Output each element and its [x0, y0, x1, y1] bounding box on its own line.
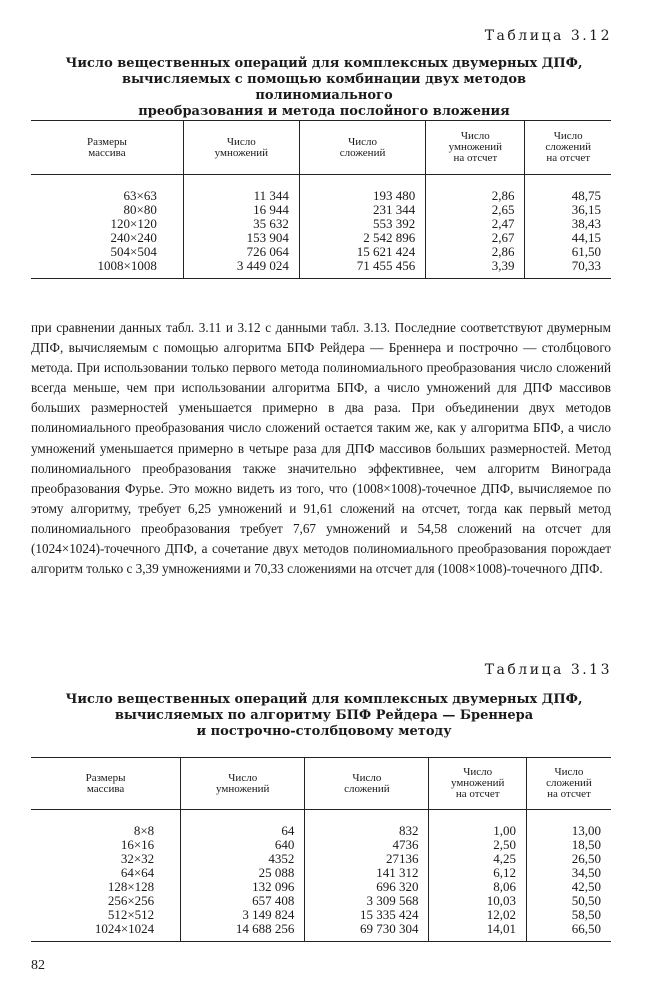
table-3-12	[31, 120, 611, 279]
table-cell: 120×120	[110, 216, 157, 231]
table-row	[31, 810, 611, 839]
column-header-line: Число	[352, 771, 382, 784]
table-cell: 8×8	[133, 823, 155, 838]
table-cell: 13,00	[526, 810, 611, 839]
column-header-line: умножений	[216, 782, 270, 795]
column-header-line: Размеры	[86, 135, 127, 148]
table-cell: 640	[181, 838, 305, 852]
table-cell: 64	[181, 810, 305, 839]
caption-line: и построчно-столбцовому методу	[196, 724, 452, 739]
table-cell: 69 730 304	[305, 922, 429, 942]
column-header-line: сложений	[339, 146, 386, 159]
table-cell: 726 064	[183, 245, 299, 259]
table-cell: 1,00	[429, 810, 527, 839]
table-cell: 27136	[305, 852, 429, 866]
table-cell: 15 335 424	[305, 908, 429, 922]
table-cell: 240×240	[110, 230, 157, 245]
table-3-13-label: Таблица 3.13	[484, 662, 612, 678]
table-cell: 2,86	[426, 175, 525, 204]
table-3-12-label: Таблица 3.12	[484, 28, 612, 44]
table-cell: 42,50	[526, 880, 611, 894]
table-cell: 66,50	[526, 922, 611, 942]
table-cell: 4352	[181, 852, 305, 866]
table-cell: 141 312	[305, 866, 429, 880]
table-row	[31, 894, 611, 908]
table-cell: 36,15	[525, 203, 611, 217]
table-cell: 3 449 024	[183, 259, 299, 279]
table-cell: 58,50	[526, 908, 611, 922]
column-header-line: Число	[554, 766, 584, 778]
table-cell: 61,50	[525, 245, 611, 259]
table-cell: 2,47	[426, 217, 525, 231]
table-cell: 34,50	[526, 866, 611, 880]
table-row	[31, 880, 611, 894]
table-cell: 48,75	[525, 175, 611, 204]
table-cell: 231 344	[299, 203, 425, 217]
table-cell: 3,39	[426, 259, 525, 279]
table-cell: 6,12	[429, 866, 527, 880]
column-header	[525, 121, 611, 175]
column-header-line: на отсчет	[547, 788, 591, 800]
caption-line: вычисляемых с помощью комбинации двух методов полиномиального	[121, 72, 527, 103]
table-cell: 132 096	[181, 880, 305, 894]
column-header-line: умножений	[450, 777, 505, 789]
table-cell: 64×64	[120, 865, 155, 880]
table-cell: 2,86	[426, 245, 525, 259]
table-cell: 11 344	[183, 175, 299, 204]
column-header-line: на отсчет	[455, 788, 500, 800]
table-cell: 2 542 896	[299, 231, 425, 245]
table-cell: 71 455 456	[299, 259, 425, 279]
column-header-line: умножений	[214, 146, 269, 159]
table-cell: 16 944	[183, 203, 299, 217]
column-header-line: массива	[88, 146, 126, 159]
column-header-line: Число	[226, 135, 256, 148]
table-cell: 14 688 256	[181, 922, 305, 942]
table-cell: 832	[305, 810, 429, 839]
table-row	[31, 259, 611, 279]
table-cell: 12,02	[429, 908, 527, 922]
column-header-line: Число	[460, 130, 490, 142]
table-cell: 80×80	[123, 202, 157, 217]
column-header	[183, 121, 299, 175]
column-header-line: Число	[228, 771, 258, 784]
table-cell: 3 149 824	[181, 908, 305, 922]
column-header	[429, 758, 527, 810]
column-header	[299, 121, 425, 175]
table-cell: 504×504	[110, 244, 157, 259]
table-row	[31, 231, 611, 245]
column-header-line: на отсчет	[546, 152, 591, 164]
table-cell: 2,50	[429, 838, 527, 852]
caption-line: Число вещественных операций для комплексных двумерных ДПФ,	[65, 692, 583, 707]
table-cell: 18,50	[526, 838, 611, 852]
column-header-line: Число	[463, 766, 493, 778]
table-cell: 153 904	[183, 231, 299, 245]
table-cell: 14,01	[429, 922, 527, 942]
page-number: 82	[31, 958, 45, 973]
column-header	[526, 758, 611, 810]
table-cell: 1024×1024	[31, 922, 181, 942]
table-3-12-caption	[60, 56, 588, 120]
column-header	[31, 758, 181, 810]
table-cell: 256×256	[107, 893, 155, 908]
table-cell: 1008×1008	[31, 259, 183, 279]
table-cell: 35 632	[183, 217, 299, 231]
table-3-13	[31, 757, 611, 942]
table-row	[31, 175, 611, 204]
table-cell: 50,50	[526, 894, 611, 908]
caption-line: преобразования и метода послойного вложения	[138, 104, 510, 119]
body-paragraph: при сравнении данных табл. 3.11 и 3.12 с данными табл. 3.13. Последние соответствуют двумерным ДПФ, вычисляемым с помощью алгоритма БПФ Рейдера — Бреннера и построчно — столбцового метода. При использовании только первого метода полиномиального преобразования число сложений всегда меньше, чем при использовании алгоритма БПФ, а число умножений для ДПФ массивов больших размерностей уменьшается примерно в два раза. При объединении двух методов полиномиального преобразования число сложений остается таким же, как у алгоритма БПФ, а число умножений уменьшается примерно в четыре раза для ДПФ массивов больших размерностей. Метод полиномиального преобразования также значительно эффективнее, чем алгоритм Винограда преобразования Фурье. Это можно видеть из того, что (1008×1008)-точечное ДПФ, вычисляемое по этому алгоритму, требует 6,25 умножений и 91,61 сложений на отсчет, тогда как первый метод полиномиального преобразования требует 7,67 умножений и 54,58 сложений на отсчет для (1024×1024)-точечного ДПФ, а сочетание двух методов полиномиального преобразования порождает алгоритм только с 3,39 умножениями и 70,33 сложениями на отсчет для (1008×1008)-точечного ДПФ.	[31, 320, 611, 577]
table-cell: 44,15	[525, 231, 611, 245]
table-cell: 63×63	[123, 188, 157, 203]
column-header-line: Размеры	[85, 771, 126, 784]
column-header	[181, 758, 305, 810]
caption-line: вычисляемых по алгоритму БПФ Рейдера — Бреннера	[114, 708, 534, 723]
column-header	[426, 121, 525, 175]
table-cell: 2,65	[426, 203, 525, 217]
table-cell: 4,25	[429, 852, 527, 866]
column-header-line: сложений	[344, 782, 390, 795]
table-cell: 32×32	[120, 851, 155, 866]
column-header-line: Число	[348, 135, 378, 148]
table-cell: 25 088	[181, 866, 305, 880]
column-header-line: сложений	[545, 141, 592, 153]
column-header-line: на отсчет	[453, 152, 498, 164]
table-cell: 26,50	[526, 852, 611, 866]
table-cell: 8,06	[429, 880, 527, 894]
table-cell: 553 392	[299, 217, 425, 231]
table-cell: 193 480	[299, 175, 425, 204]
table-row	[31, 245, 611, 259]
caption-line: Число вещественных операций для комплексных двумерных ДПФ,	[65, 56, 583, 71]
table-cell: 3 309 568	[305, 894, 429, 908]
table-cell: 38,43	[525, 217, 611, 231]
column-header-line: умножений	[448, 141, 503, 153]
table-cell: 2,67	[426, 231, 525, 245]
table-cell: 657 408	[181, 894, 305, 908]
table-row	[31, 866, 611, 880]
table-cell: 15 621 424	[299, 245, 425, 259]
table-3-13-caption	[60, 692, 588, 740]
table-row	[31, 217, 611, 231]
table-cell: 128×128	[107, 879, 155, 894]
table-cell: 696 320	[305, 880, 429, 894]
table-cell: 16×16	[120, 837, 155, 852]
table-row	[31, 852, 611, 866]
column-header-line: массива	[86, 782, 125, 795]
table-row	[31, 203, 611, 217]
table-cell: 4736	[305, 838, 429, 852]
table-cell: 70,33	[525, 259, 611, 279]
column-header	[31, 121, 183, 175]
table-cell: 10,03	[429, 894, 527, 908]
table-row	[31, 922, 611, 942]
table-row	[31, 838, 611, 852]
column-header	[305, 758, 429, 810]
table-row	[31, 908, 611, 922]
column-header-line: Число	[553, 130, 583, 142]
column-header-line: сложений	[546, 777, 592, 789]
table-cell: 512×512	[107, 907, 155, 922]
